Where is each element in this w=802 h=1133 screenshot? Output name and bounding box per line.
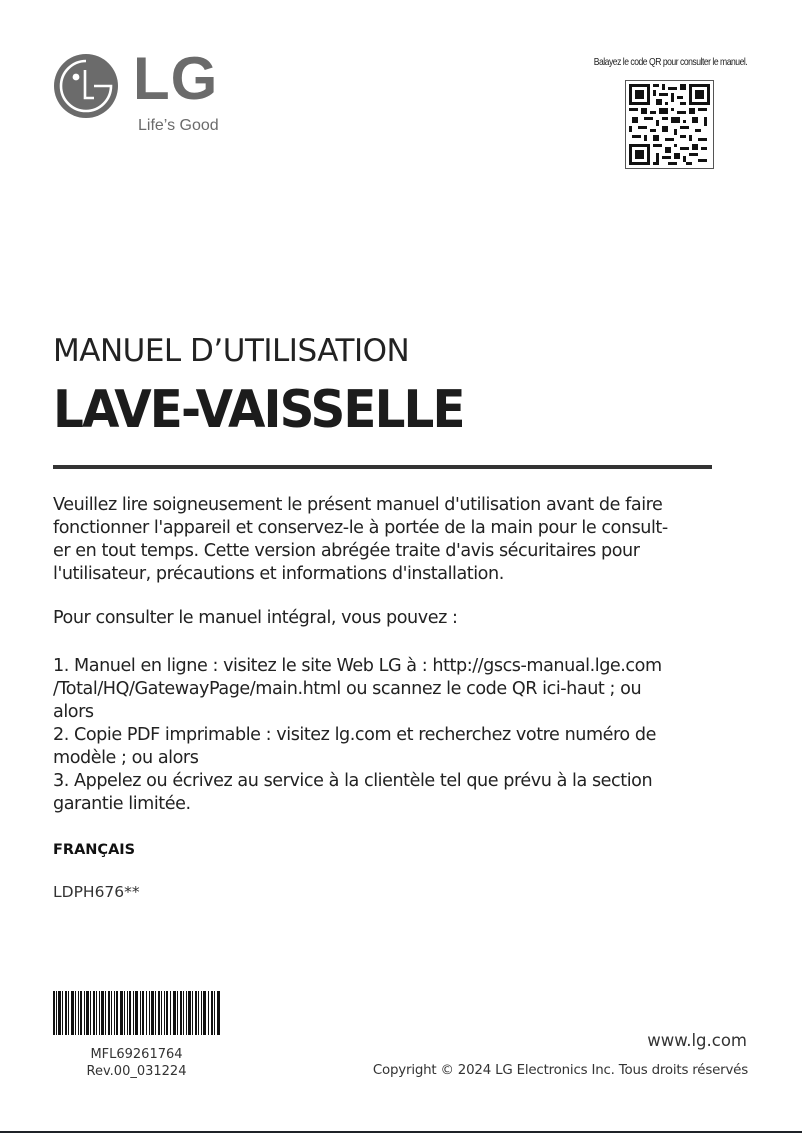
- manual-options-list: [53, 655, 723, 816]
- intro-line: fonctionner l'appareil et conservez-le à portée de la main pour le consult-: [53, 518, 668, 538]
- option-pdf-line: 2. Copie PDF imprimable : visitez lg.com et recherchez votre numéro de: [53, 725, 656, 745]
- intro-line: l'utilisateur, précautions et informations d'installation.: [53, 564, 504, 584]
- language-label: FRANÇAIS: [53, 842, 136, 858]
- intro-line: Veuillez lire soigneusement le présent manuel d'utilisation avant de faire: [53, 495, 663, 515]
- document-subtitle: MANUEL D’UTILISATION: [53, 333, 410, 369]
- option-online-line: alors: [53, 702, 94, 722]
- option-service-line: 3. Appelez ou écrivez au service à la clientèle tel que prévu à la section: [53, 771, 653, 791]
- lg-logo: [53, 45, 228, 143]
- consult-paragraph: Pour consulter le manuel intégral, vous pouvez :: [53, 608, 458, 628]
- logo-wordmark: LG: [133, 45, 219, 112]
- revision-code: Rev.00_031224: [86, 1064, 187, 1079]
- option-service-line: garantie limitée.: [53, 794, 191, 814]
- option-online-line: /Total/HQ/GatewayPage/main.html ou scannez le code QR ici-haut ; ou: [53, 679, 642, 699]
- barcode-icon: [53, 991, 220, 1035]
- model-number: LDPH676**: [53, 883, 140, 901]
- part-number: MFL69261764: [90, 1047, 183, 1062]
- qr-code-icon[interactable]: [625, 80, 714, 169]
- lg-face-logo-icon: [53, 53, 119, 119]
- option-pdf-line: modèle ; ou alors: [53, 748, 199, 768]
- logo-tagline: Life’s Good: [138, 117, 219, 134]
- copyright-notice: Copyright © 2024 LG Electronics Inc. Tous droits réservés: [372, 1063, 748, 1078]
- barcode-label: [53, 1046, 220, 1080]
- option-online-line: 1. Manuel en ligne : visitez le site Web LG à : http://gscs-manual.lge.com: [53, 656, 662, 676]
- website-link[interactable]: www.lg.com: [647, 1031, 747, 1050]
- qr-caption: Balayez le code QR pour consulter le manuel.: [593, 56, 747, 68]
- title-divider: [53, 465, 712, 469]
- intro-line: er en tout temps. Cette version abrégée traite d'avis sécuritaires pour: [53, 541, 640, 561]
- intro-paragraph: [53, 494, 723, 586]
- document-title: LAVE-VAISSELLE: [53, 380, 464, 440]
